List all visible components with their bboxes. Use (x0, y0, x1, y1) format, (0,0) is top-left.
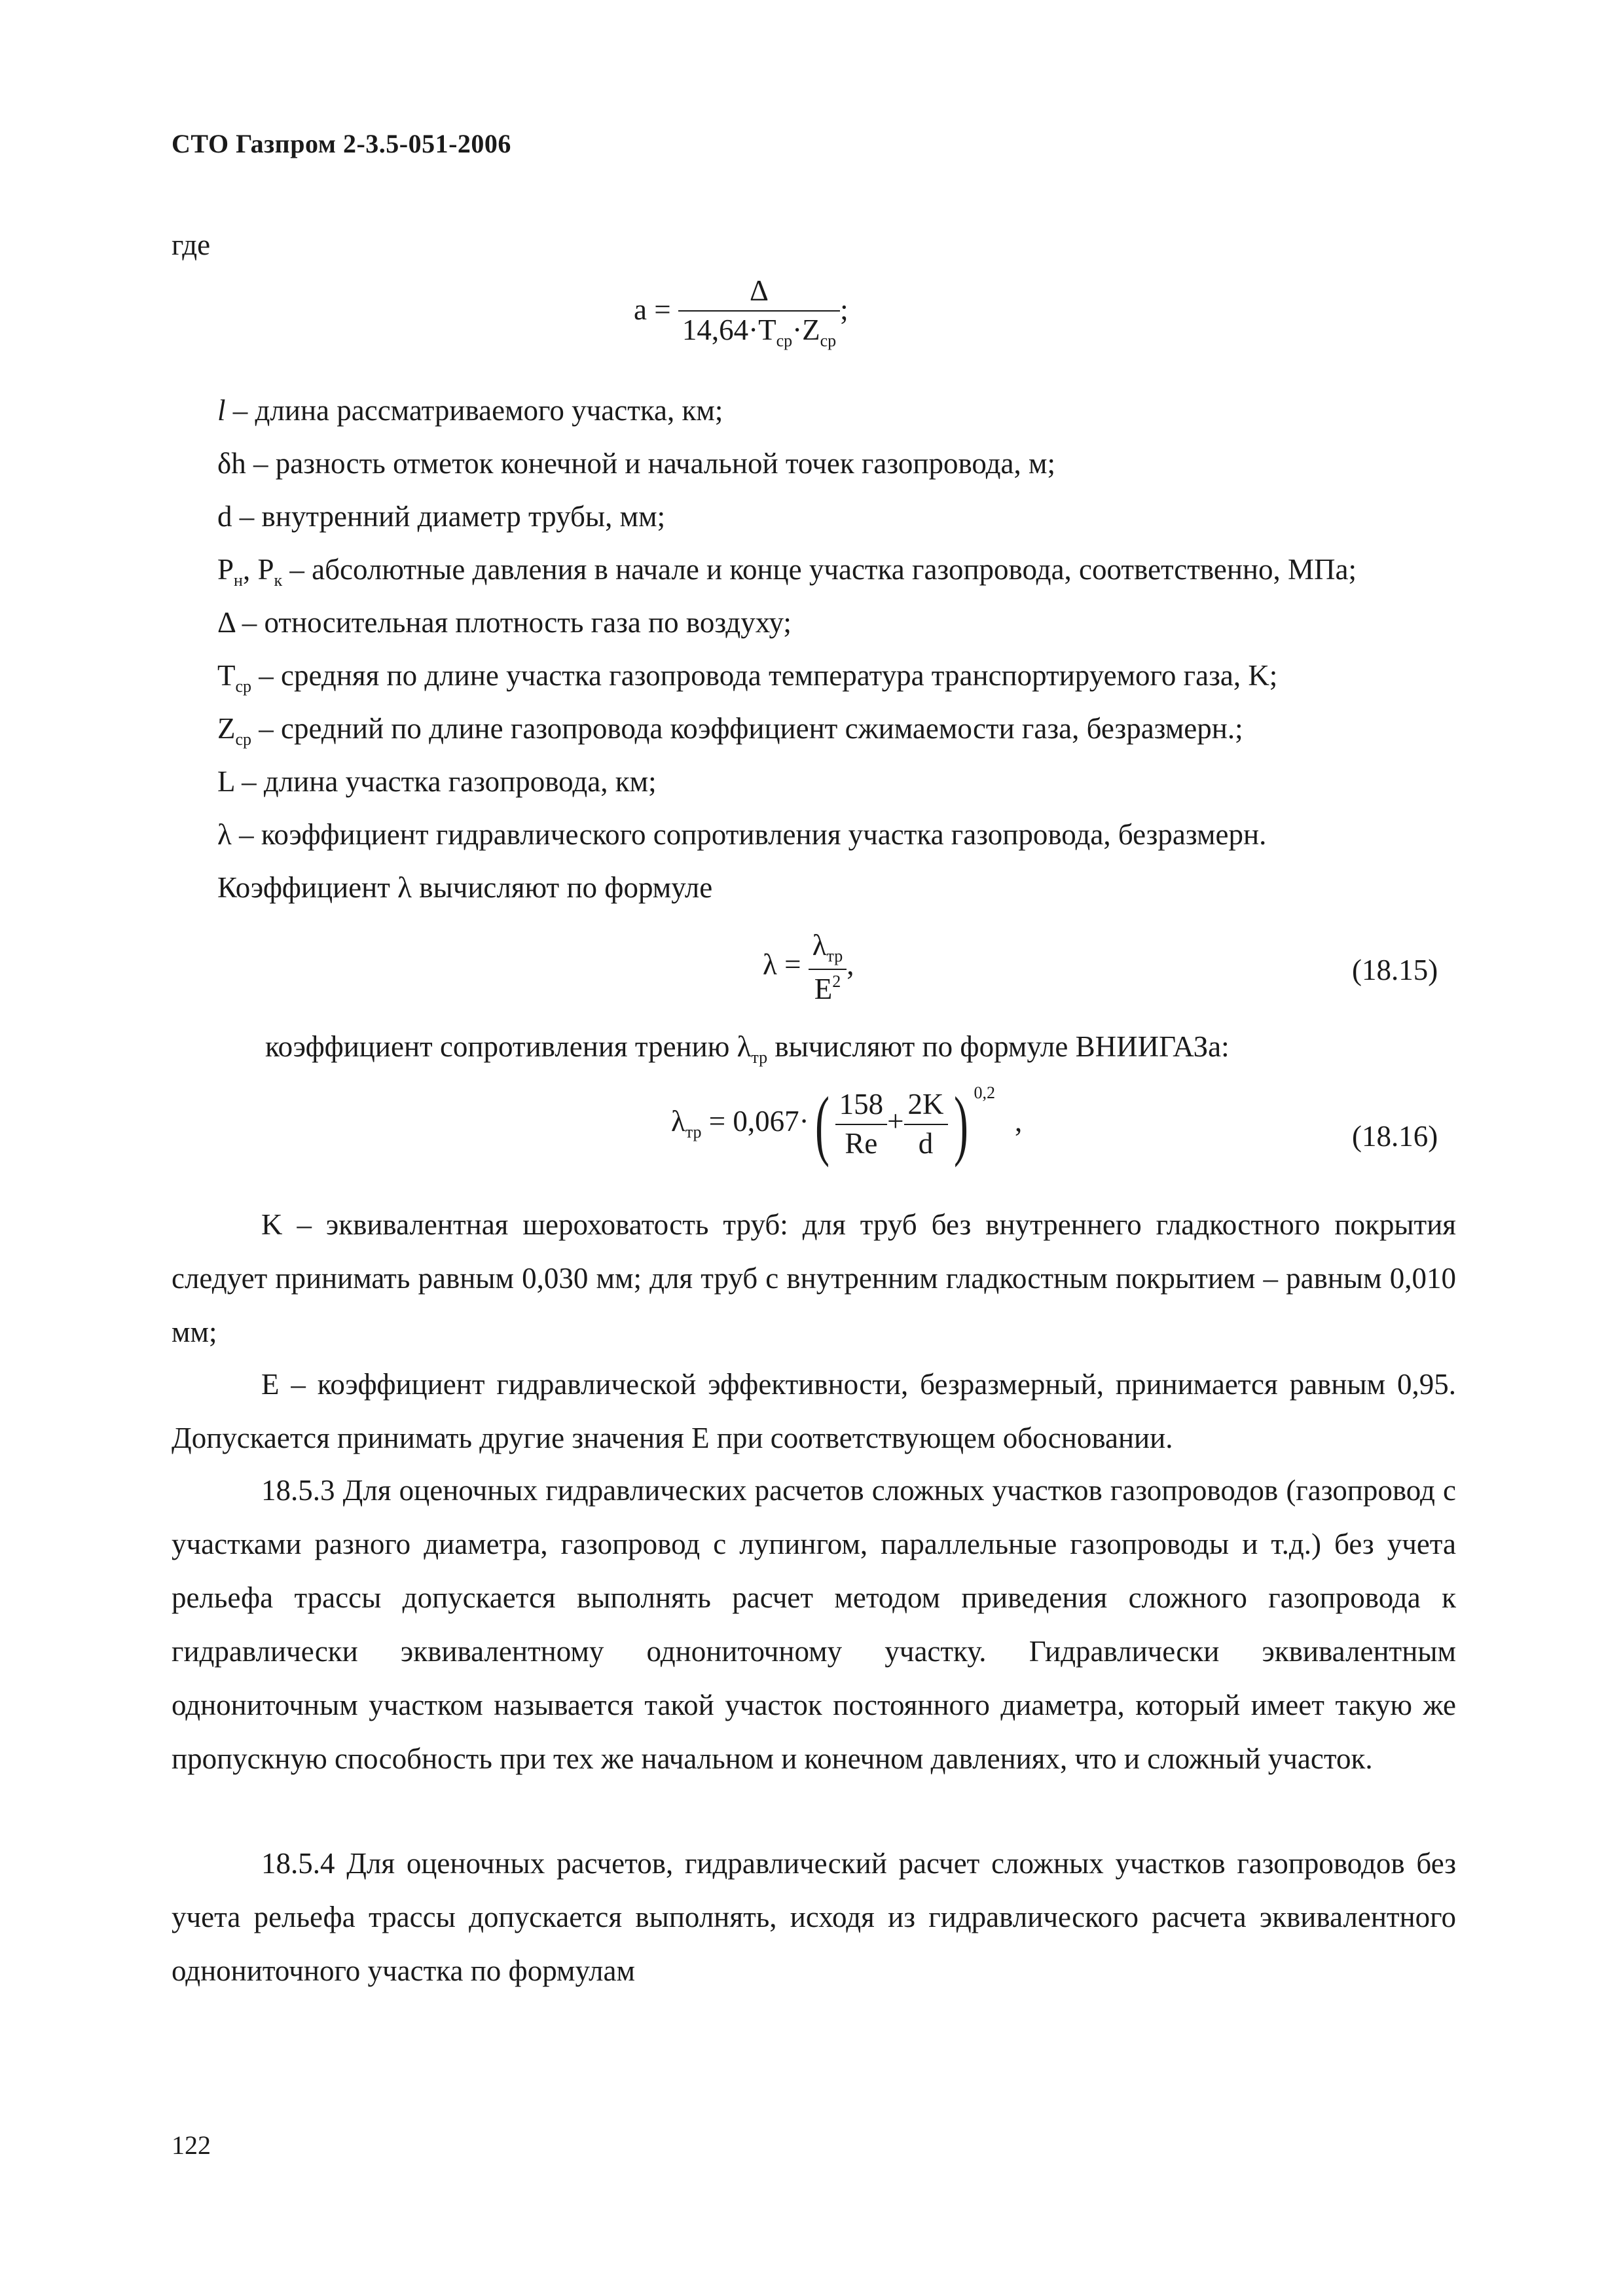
definition-text: – коэффициент гидравлического сопротивления участка газопровода, безразмерн. (231, 818, 1267, 851)
formula-a-den-mid: ·Z (792, 313, 820, 346)
definition-subscript: н (234, 571, 243, 590)
formula-18-16-tail: , (1014, 1105, 1023, 1138)
formula-a-denominator (678, 312, 840, 351)
definition-subscript-2: к (274, 571, 283, 590)
formula-18-16-exponent: 0,2 (974, 1083, 995, 1102)
definition-symbol: δh (217, 447, 246, 480)
definition-text: – разность отметок конечной и начальной точек газопровода, м; (246, 447, 1055, 480)
formula-18-15-numerator (809, 929, 847, 970)
definition-item (217, 767, 657, 797)
formula-a-den-prefix: 14,64·T (682, 313, 776, 346)
paragraph-efficiency (172, 1357, 1456, 1465)
definition-item (217, 661, 1277, 695)
paragraph-18-5-3 (172, 1463, 1456, 1785)
formula-18-16-den2: d (918, 1126, 934, 1160)
page-number: 122 (172, 2130, 211, 2160)
formula-18-16-coefficient: = 0,067· (701, 1105, 809, 1138)
formula-a-fraction (678, 275, 840, 350)
formula-18-15-tail: , (847, 948, 854, 981)
friction-intro-subscript: тр (751, 1048, 768, 1067)
formula-a-den-sub2: ср (820, 331, 837, 350)
definition-text: – длина участка газопровода, км; (234, 765, 657, 798)
definition-item (217, 714, 1243, 748)
formula-18-15-denominator (809, 970, 847, 1006)
definition-text: – средний по длине газопровода коэффициент сжимаемости газа, безразмерн.; (251, 712, 1243, 745)
definition-subscript: ср (235, 677, 252, 696)
definition-symbol-2: , P (242, 553, 274, 586)
definition-text: – относительная плотность газа по воздуху; (234, 606, 792, 639)
where-label: где (172, 228, 211, 261)
definition-text: – абсолютные давления в начале и конце участка газопровода, соответственно, МПа; (282, 553, 1357, 586)
friction-intro (265, 1032, 1230, 1066)
formula-18-15-num-subscript: тр (826, 946, 843, 965)
formula-18-15-den-symbol: E (814, 972, 833, 1005)
formula-a-numerator: Δ (678, 275, 840, 312)
definition-item (217, 449, 1055, 478)
definition-symbol: l (217, 394, 226, 427)
left-paren-icon: ( (814, 1080, 830, 1168)
definition-subscript: ср (235, 730, 252, 749)
formula-18-16 (671, 1080, 1023, 1168)
paragraph-text: 18.5.3 Для оценочных гидравлических расчетов сложных участков газопроводов (газопровод с участками разного диаметра, газопровод с лупингом, параллельные газопроводы и т.д.) без учета рельефа трассы допускается выполнять расчет методом приведения сложного газопровода к гидравлически эквивалентному однониточному участку. Гидравлически эквивалентным однониточным участком называется такой участок постоянного диаметра, который имеет такую же пропускную способность при тех же начальном и конечном давлениях, что и сложный участок. (172, 1474, 1456, 1775)
formula-18-16-num2: 2K (904, 1088, 948, 1125)
formula-18-16-fraction-1 (835, 1088, 888, 1160)
formula-18-16-num1: 158 (835, 1088, 888, 1125)
definition-item (217, 396, 723, 425)
formula-a-lhs: a = (634, 293, 671, 326)
definition-text: – длина рассматриваемого участка, км; (225, 394, 723, 427)
formula-18-15-fraction (809, 929, 847, 1005)
formula-18-16-plus: + (887, 1105, 904, 1138)
formula-18-16-den1: Re (845, 1126, 878, 1160)
equation-number-18-16: (18.16) (1352, 1120, 1438, 1153)
paragraph-roughness (172, 1198, 1456, 1359)
definition-text: – внутренний диаметр трубы, мм; (232, 500, 666, 533)
formula-18-15-lhs: λ = (763, 948, 801, 981)
definition-item (217, 502, 665, 531)
formula-18-15 (763, 929, 854, 1005)
definition-symbol: T (217, 659, 236, 692)
definition-item (217, 555, 1357, 589)
paragraph-text: E – коэффициент гидравлической эффективности, безразмерный, принимается равным 0,95. Допускается принимать другие значения E при соответствующем обосновании. (172, 1368, 1456, 1454)
definition-item (217, 820, 1266, 850)
formula-a-den-sub1: ср (776, 331, 793, 350)
paragraph-text: 18.5.4 Для оценочных расчетов, гидравлический расчет сложных участков газопроводов без учета рельефа трассы допускается выполнять, исходя из гидравлического расчета эквивалентного однониточного участка по формулам (172, 1847, 1456, 1987)
definition-symbol: L (217, 765, 234, 798)
definition-text: – средняя по длине участка газопровода температура транспортируемого газа, K; (251, 659, 1278, 692)
document-header: СТО Газпром 2-3.5-051-2006 (172, 129, 511, 158)
definition-symbol: d (217, 500, 232, 533)
formula-a (634, 275, 848, 350)
definition-symbol: Δ (217, 606, 235, 639)
formula-18-16-fraction-2 (904, 1088, 948, 1160)
formula-a-tail: ; (840, 293, 848, 326)
lambda-intro: Коэффициент λ вычисляют по формуле (217, 871, 713, 904)
formula-18-16-lhs-subscript: тр (685, 1122, 702, 1141)
equation-number-18-15: (18.15) (1352, 954, 1438, 986)
formula-18-16-lhs: λ (671, 1105, 685, 1138)
definition-symbol: Z (217, 712, 236, 745)
paragraph-18-5-4 (172, 1837, 1456, 1998)
definition-item (217, 608, 792, 637)
definition-symbol: λ (217, 818, 232, 851)
right-paren-icon: ) (953, 1080, 968, 1168)
definition-symbol: P (217, 553, 234, 586)
paragraph-text: K – эквивалентная шероховатость труб: для труб без внутреннего гладкостного покрытия следует принимать равным 0,030 мм; для труб с внутренним гладкостным покрытием – равным 0,010 мм; (172, 1208, 1456, 1348)
formula-18-15-den-superscript: 2 (832, 971, 841, 991)
formula-18-15-num-symbol: λ (812, 929, 827, 961)
friction-intro-text-2: вычисляют по формуле ВНИИГАЗа: (767, 1030, 1230, 1063)
friction-intro-text: коэффициент сопротивления трению λ (265, 1030, 752, 1063)
